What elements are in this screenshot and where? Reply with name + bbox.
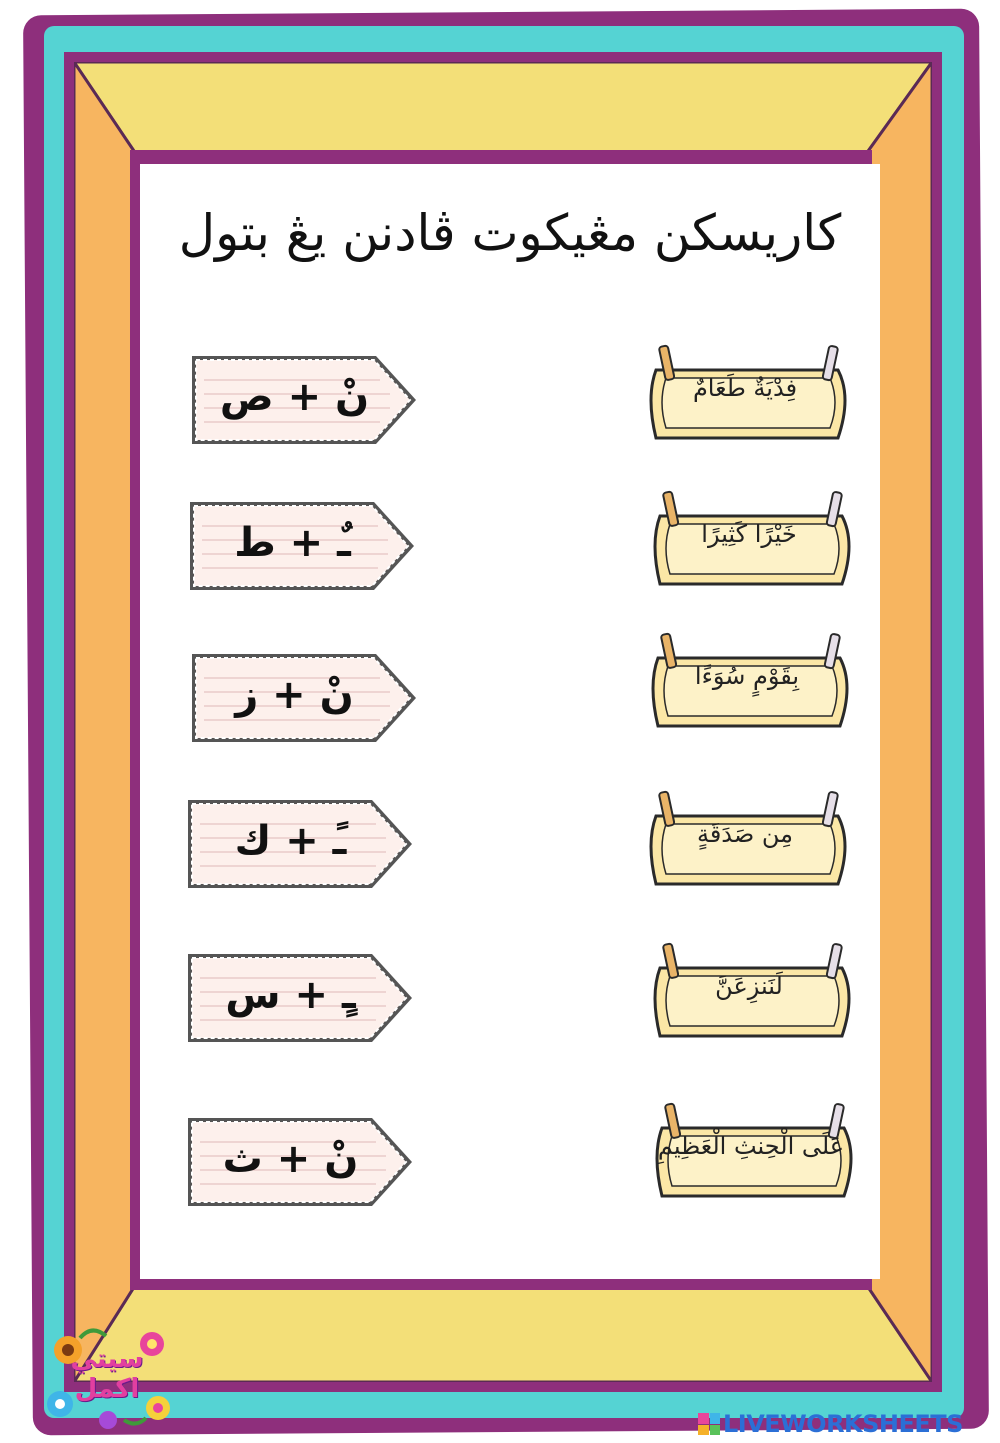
author-logo-text: سيتي اكمل <box>70 1344 144 1404</box>
answer-tag-2[interactable] <box>188 500 418 592</box>
worksheet-title: كاريسكن مڠيكوت ڤادنن يڠ بتول <box>178 204 842 262</box>
answer-text: ـٍ + س <box>225 972 356 1018</box>
answer-tag-5[interactable] <box>186 952 416 1044</box>
phrase-text: فِدْيَةٌ طَعَامٌ <box>692 374 798 402</box>
liveworksheets-logo-icon <box>698 1413 720 1435</box>
phrase-card-4[interactable] <box>638 788 868 898</box>
phrase-text: لَنَنزِعَنَّ <box>715 972 783 1000</box>
phrase-text: خَيْرًا كَثِيرًا <box>701 520 797 548</box>
answer-tag-3[interactable] <box>190 652 420 744</box>
phrase-card-3[interactable] <box>640 630 870 740</box>
phrase-text: بِقَوْمٍ سُوَءًا <box>694 662 800 690</box>
liveworksheets-brand <box>698 1410 963 1438</box>
phrase-text: عَلَى الْحِنثِ الْعَظِيمِ <box>657 1132 845 1160</box>
phrase-card-1[interactable] <box>638 342 868 452</box>
answer-text: نْ + ز <box>235 672 354 718</box>
phrase-card-2[interactable] <box>642 488 872 598</box>
answer-tag-6[interactable] <box>186 1116 416 1208</box>
answer-text: ـٌ + ط <box>234 520 351 566</box>
answer-text: ـً + ك <box>234 818 347 864</box>
phrase-card-6[interactable] <box>644 1100 874 1210</box>
liveworksheets-wordmark: LIVEWORKSHEETS <box>723 1410 963 1438</box>
answer-text: نْ + ث <box>222 1136 359 1182</box>
answer-tag-1[interactable] <box>190 354 420 446</box>
phrase-text: مِن صَدَقَةٍ <box>696 820 794 848</box>
answer-text: نْ + ص <box>219 374 370 420</box>
answer-tag-4[interactable] <box>186 798 416 890</box>
phrase-card-5[interactable] <box>642 940 872 1050</box>
